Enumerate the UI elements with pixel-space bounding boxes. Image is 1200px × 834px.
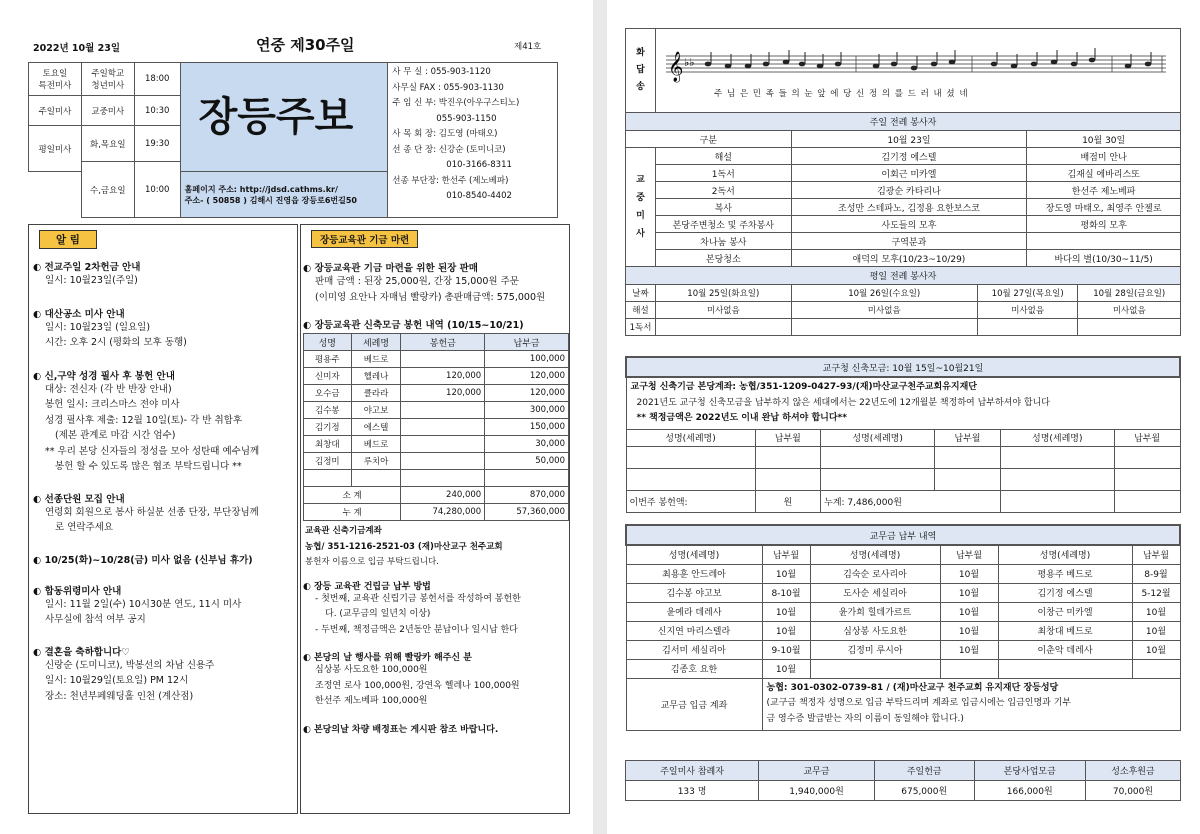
table-cell xyxy=(998,659,1132,678)
table-row xyxy=(626,165,1181,182)
note-head xyxy=(763,62,770,67)
psalm-lyrics: 주 님 은 민 족 들 의 눈 앞 에 당 신 정 의 를 드 러 내 셨 네 xyxy=(714,89,969,99)
table-cell: 10월 xyxy=(1132,621,1180,640)
table-row xyxy=(304,419,569,436)
notices-panel: 알 림 ◐ 전교주일 2차헌금 안내 일시: 10월23일(주일) ◐ 대산공소 미사 안내 일시: 10월23일 (일요일) 시간: 오후 2시 (평화의 모후 동행) ◐ 신,구약 성경 필사 후 봉헌 안내 대상: 전신자 (각 반 반장 안내) 봉헌 일시: 크리스마스 전야 미사 성경 필사후 제출: 12월 10일(토)- 각 반 취합후 (제본 관계로 마감 시간 엄수) ** 우리 본당 신자들의 정성을 모아 성탄때 예수님께 봉헌 할 수 있도록 많은 협조 부탁드립니다 ** ◐ 선종단원 모집 안내 연령회 회원으로 봉사 하실분 선종 단장, 부단장님께 로 연락주세요 ◐ 10/25(화)~10/28(금) 미사 없음 (신부님 휴가) ◐ 합동위령미사 안내 일시: 11월 2일(수) 10시30분 연도, 11시 미사 사무실에 참석 여부 공지 ◐ 결혼을 축하합니다♡ 신랑순 (도미니코), 박봉선의 차남 신용주 일시: 10월29일(토요일) PM 12시 장소: 천년부페웨딩홀 인천 (계산점) xyxy=(28,224,298,814)
table-cell: 김숙순 로사리아 xyxy=(810,564,940,583)
table-cell: 평용주 베드로 xyxy=(998,564,1132,583)
table-row xyxy=(626,216,1181,233)
table-cell xyxy=(940,659,998,678)
table-cell: 본당청소 xyxy=(656,250,792,267)
table-cell: 장도영 마태오, 최영주 안젤로 xyxy=(1027,199,1181,216)
table-cell xyxy=(351,470,401,487)
note-head xyxy=(783,60,790,65)
table-cell: 본당주변청소 및 주차봉사 xyxy=(656,216,792,233)
table-row xyxy=(626,199,1181,216)
table-cell: 100,000 xyxy=(485,351,569,368)
table-cell xyxy=(1132,659,1180,678)
table-row xyxy=(626,640,1180,659)
table-cell: 30,000 xyxy=(485,436,569,453)
table-cell: 배점미 안나 xyxy=(1027,148,1181,165)
notices-title: 알 림 xyxy=(39,230,97,249)
note-head xyxy=(1011,64,1018,69)
table-cell xyxy=(401,351,485,368)
table-cell: 10월 xyxy=(940,640,998,659)
weekly-summary-table: 주일미사 참례자 교무금 주일헌금 본당사업모금 성소후원금 133 명 1,940,000원 675,000원 166,000원 70,000원 xyxy=(625,760,1181,801)
table-cell: 오수금 xyxy=(304,385,352,402)
table-cell: 2독서 xyxy=(656,182,792,199)
table-cell: 10월 xyxy=(762,659,810,678)
table-cell xyxy=(401,402,485,419)
note-head xyxy=(891,62,898,67)
table-cell: 김정미 루시아 xyxy=(810,640,940,659)
table-cell: 신지연 마리스텔라 xyxy=(626,621,762,640)
table-cell: 최창대 베드로 xyxy=(998,621,1132,640)
table-cell: 김기정 xyxy=(304,419,352,436)
note-head xyxy=(725,64,732,69)
note-head xyxy=(1145,62,1152,67)
table-row xyxy=(304,385,569,402)
treble-clef-icon: 𝄞 xyxy=(668,52,684,82)
note-head xyxy=(931,62,938,67)
homepage-link[interactable]: 홈페이지 주소: http://jdsd.cathms.kr/ xyxy=(184,184,338,194)
table-cell: 8-9월 xyxy=(1132,564,1180,583)
fund-panel: 장등교육관 기금 마련 ◐ 장등교육관 기금 마련을 위한 된장 판매 판매 금액 : 된장 25,000원, 간장 15,000원 주문 (이미영 요안나 자매님 빨랑카) 총판매금액: 575,000원 ◐ 장등교육관 신축모금 봉헌 내역 (10/15~10/21) 성명 세례명 봉헌금 납부금 평용주 베드로 100,000 신미자 헬레나 120,000 120,000 오수금 클라라 120,000 120,000 김수봉 야고보 300,000 김기정 에스텔 150,000 최창대 베드로 30,000 김정미 루치아 50,000 소 계 240,000 870,000 누 계 74,280,000 57,360,000 교육관 신축기금계좌 농협/ 351-1216-2521-03 (재)마산교구 천주교회 봉헌자 이름으로 입금 부탁드립니다. ◐ 장등 교육관 건립금 납부 방법 - 첫번째, 교육관 신립기금 봉헌서를 작성하여 봉헌한 다. (교무금의 일년치 이상) - 두번째, 책정금액은 2년동안 분납이나 일시납 한다 ◐ 본당의 날 행사를 위해 빨랑카 해주신 분 심상봉 사도요한 100,000원 조정연 로사 100,000원, 강연옥 헬레나 100,000원 한선주 제노베파 100,000원 ◐ 본당의날 차량 배정표는 게시판 참조 바랍니다. xyxy=(300,224,570,814)
table-cell: 윤예라 데레사 xyxy=(626,602,762,621)
note-head xyxy=(1031,62,1038,67)
table-cell xyxy=(401,419,485,436)
side-char: 미 xyxy=(636,211,645,221)
table-cell: 김기정 에스텔 xyxy=(998,583,1132,602)
table-row xyxy=(626,602,1180,621)
table-row xyxy=(626,583,1180,602)
table-cell: 120,000 xyxy=(485,368,569,385)
diocese-fund-table: 교구청 신축모금: 10월 15일~10월21일 교구청 신축기금 본당계좌: 농협/351-1209-0427-93/(재)마산교구천주교회유지재단 2021년도 교구청 신축모금을 납부하지 않은 세대에서는 22년도에 12개월분 책정하여 납부하셔야 합니다 ** 책정금액은 2022년도 이내 완납 하셔야 합니다** 성명(세례명) 납부월 성명(세례명) 납부월 성명(세례명) 납부월 이번주 봉헌액: 원 누계: 7,486,000원 xyxy=(625,356,1181,513)
table-cell: 10월 xyxy=(940,621,998,640)
table-cell: 복사 xyxy=(656,199,792,216)
table-cell: 신미자 xyxy=(304,368,352,385)
side-char: 교 xyxy=(636,175,645,185)
table-cell: 120,000 xyxy=(485,385,569,402)
bulletin-left-page xyxy=(0,0,593,834)
fund-table: 성명 세례명 봉헌금 납부금 평용주 베드로 100,000 신미자 헬레나 120,000 120,000 오수금 클라라 120,000 120,000 김수봉 야고보 300,000 김기정 에스텔 150,000 최창대 베드로 30,000 김정미 루치아 50,000 소 계 240,000 870,000 누 계 74,280,000 57,360,000 xyxy=(303,333,569,521)
table-cell: 10월 xyxy=(762,621,810,640)
svg-text:♭♭: ♭♭ xyxy=(684,56,695,69)
liturgical-week: 연중 제30주일 xyxy=(256,36,355,54)
dues-account-label: 교무금 입금 계좌 xyxy=(626,678,762,730)
table-cell: 사도들의 모후 xyxy=(791,216,1027,233)
note-head xyxy=(873,64,880,69)
table-cell: 최용훈 안드레아 xyxy=(626,564,762,583)
table-cell: 10월 xyxy=(762,564,810,583)
table-cell: 베드로 xyxy=(351,436,401,453)
table-row xyxy=(304,436,569,453)
table-row xyxy=(304,402,569,419)
table-cell xyxy=(485,470,569,487)
table-cell: 평용주 xyxy=(304,351,352,368)
bulletin-logo: 장등주보 xyxy=(180,63,388,172)
table-cell: 에스텔 xyxy=(351,419,401,436)
table-cell: 8-10월 xyxy=(762,583,810,602)
table-cell: 9-10월 xyxy=(762,640,810,659)
note-head xyxy=(835,62,842,67)
table-cell: 헬레나 xyxy=(351,368,401,385)
homepage-address: 홈페이지 주소: http://jdsd.cathms.kr/ 주소- ( 50858 ) 김해시 진영읍 장등로6번길50 xyxy=(180,172,388,218)
table-cell xyxy=(401,436,485,453)
fund-account: 교육관 신축기금계좌 농협/ 351-1216-2521-03 (재)마산교구 천주교회 봉헌자 이름으로 입금 부탁드립니다. xyxy=(305,526,503,567)
table-cell: 김재실 에바리스또 xyxy=(1027,165,1181,182)
table-cell: 조성만 스테파노, 김정용 요한보스코 xyxy=(791,199,1027,216)
table-cell xyxy=(1027,233,1181,250)
bulletin-right-page xyxy=(607,0,1200,834)
table-cell: 김정미 xyxy=(304,453,352,470)
table-row xyxy=(626,182,1181,199)
table-cell: 차나눔 봉사 xyxy=(656,233,792,250)
table-row xyxy=(626,659,1180,678)
table-cell: 10월 xyxy=(1132,640,1180,659)
table-cell: 윤가희 힐데가르트 xyxy=(810,602,940,621)
table-cell: 300,000 xyxy=(485,402,569,419)
table-cell: 10월 xyxy=(940,602,998,621)
side-char: 사 xyxy=(636,229,645,239)
weekday-title: 평일 전례 봉사자 xyxy=(626,267,1181,285)
table-cell: 김수봉 야고보 xyxy=(626,583,762,602)
table-row xyxy=(626,233,1181,250)
table-cell: 50,000 xyxy=(485,453,569,470)
note-head xyxy=(949,60,956,65)
note-head xyxy=(705,62,712,67)
note-head xyxy=(799,62,806,67)
mass-schedule-header: 토요일 특전미사 주일학교 청년미사 18:00 장등주보 사 무 실 : 055-903-1120 사무실 FAX : 055-903-1130 주 임 신 부: 박진우(아우구스티노) 055-903-1150 사 목 회 장: 김도영 (마태오) 선 종 단 장: 신강순 (토미니코) 010-3166-8311 선종 부단장: 한선주 (제노베파) 010-8540-4402 주일미사 교중미사 10:30 평일미사 화,목요일 19:30 수,금요일 10:00 홈페이지 주소: http://jdsd.cathms.kr/ 주소- ( 50858 ) 김해시 진영읍 장등로6번길50 xyxy=(28,62,558,218)
table-cell: 이회근 미카엘 xyxy=(791,165,1027,182)
table-cell: 10월 xyxy=(940,564,998,583)
table-cell: 평화의 모후 xyxy=(1027,216,1181,233)
table-cell xyxy=(401,470,485,487)
table-cell: 애덕의 모후(10/23~10/29) xyxy=(791,250,1027,267)
table-cell: 이창근 미카엘 xyxy=(998,602,1132,621)
table-row xyxy=(304,351,569,368)
table-cell: 10월 xyxy=(1132,602,1180,621)
responsorial-psalm-score xyxy=(656,29,1181,113)
note-head xyxy=(991,62,998,67)
note-head xyxy=(911,66,918,71)
issue-number: 제41호 xyxy=(514,42,542,52)
table-row xyxy=(304,453,569,470)
table-cell: 해설 xyxy=(656,148,792,165)
issue-date: 2022년 10월 23일 xyxy=(33,43,121,54)
table-cell: 구역분과 xyxy=(791,233,1027,250)
table-row xyxy=(304,470,569,487)
table-row xyxy=(626,564,1180,583)
table-cell: 루치아 xyxy=(351,453,401,470)
table-cell: 최창대 xyxy=(304,436,352,453)
table-cell: 바다의 별(10/30~11/5) xyxy=(1027,250,1181,267)
sunday-side-label xyxy=(626,148,656,267)
table-cell: 이춘악 데레사 xyxy=(998,640,1132,659)
table-cell: 120,000 xyxy=(401,368,485,385)
table-cell: 클라라 xyxy=(351,385,401,402)
table-cell: 도사순 세실리아 xyxy=(810,583,940,602)
table-cell xyxy=(401,453,485,470)
table-cell: 120,000 xyxy=(401,385,485,402)
table-cell: 김수봉 xyxy=(304,402,352,419)
note-head xyxy=(1051,60,1058,65)
table-cell xyxy=(810,659,940,678)
fund-title: 장등교육관 기금 마련 xyxy=(311,230,418,248)
table-cell: 김서미 세실리아 xyxy=(626,640,762,659)
table-cell: 김종호 요한 xyxy=(626,659,762,678)
table-cell: 심상봉 사도요한 xyxy=(810,621,940,640)
right-tables: 화 답 송 𝄞 ♭♭ 주 님 은 민 족 들 의 눈 앞 에 당 신 정 의 를 드 러 내 셨 네 주일 전례 봉사자 구분 10월 23일 10월 30일 교 중 미 사 해설 김기정 에스텔 배점미 안나 1독서 이회근 미카엘 김재실 에바리스또 2독서 김광순 카타리나 한선주 제노베파 복사 조성만 스테파노, 김정용 요한보스코 장도영 마태오, 최영주 안젤로 본당주변청소 및 주차봉사 사도들의 모후 평화의 모후 차나눔 봉사 구역분과 본당청소 애덕의 모후(10/23~10/29) 바다의 별(10/30~11/5) 평일 전례 봉사자 날짜 10월 25일(화요일) 10월 26일(수요일) 10월 27일(목요일) 10월 28일(금요일) 해설 미사없음 미사없음 미사없음 미사없음 1독서 xyxy=(625,28,1181,336)
table-cell: 야고보 xyxy=(351,402,401,419)
note-head xyxy=(817,64,824,69)
church-dues-table: 교무금 납부 내역 성명(세례명) 납부월 성명(세례명) 납부월 성명(세례명) 납부월 최용훈 안드레아 10월 김숙순 로사리아 10월 평용주 베드로 8-9월 김수봉 야고보 8-10월 도사순 세실리아 10월 김기정 에스텔 5-12월 윤예라 데레사 10월 윤가희 힐데가르트 10월 이창근 미카엘 10월 신지연 마리스텔라 10월 심상봉 사도요한 10월 최창대 베드로 10월 김서미 세실리아 9-10월 김정미 루시아 10월 이춘악 데레사 10월 김종호 요한 10월 교무금 입금 계좌 농협: 301-0302-0739-81 / (재)마산교구 천주교회 유지재단 장등성당 (교구금 책정자 성명으로 입금 부탁드리며 계좌로 입금시에는 입금인명과 기부 금 영수증 발급받는 자의 이름이 동일해야 합니다.) xyxy=(625,524,1181,731)
note-head xyxy=(1089,58,1096,63)
sunday-title: 주일 전례 봉사자 xyxy=(626,113,1181,131)
table-cell: 10월 xyxy=(762,602,810,621)
table-cell: 5-12월 xyxy=(1132,583,1180,602)
table-cell: 베드로 xyxy=(351,351,401,368)
table-cell: 10월 xyxy=(940,583,998,602)
side-char: 중 xyxy=(636,193,645,203)
note-head xyxy=(745,64,752,69)
table-row xyxy=(304,368,569,385)
note-head xyxy=(1071,62,1078,67)
table-cell: 김기정 에스텔 xyxy=(791,148,1027,165)
note-head xyxy=(1125,64,1132,69)
table-cell: 김광순 카타리나 xyxy=(791,182,1027,199)
table-cell: 150,000 xyxy=(485,419,569,436)
table-cell: 1독서 xyxy=(656,165,792,182)
table-row xyxy=(626,148,1181,165)
office-contacts: 사 무 실 : 055-903-1120 사무실 FAX : 055-903-1130 주 임 신 부: 박진우(아우구스티노) 055-903-1150 사 목 회 장: 김도영 (마태오) 선 종 단 장: 신강순 (토미니코) 010-3166-8311 선종 부단장: 한선주 (제노베파) 010-8540-4402 xyxy=(388,63,558,218)
table-cell xyxy=(304,470,352,487)
table-row xyxy=(626,621,1180,640)
table-cell: 한선주 제노베파 xyxy=(1027,182,1181,199)
table-row xyxy=(626,250,1181,267)
